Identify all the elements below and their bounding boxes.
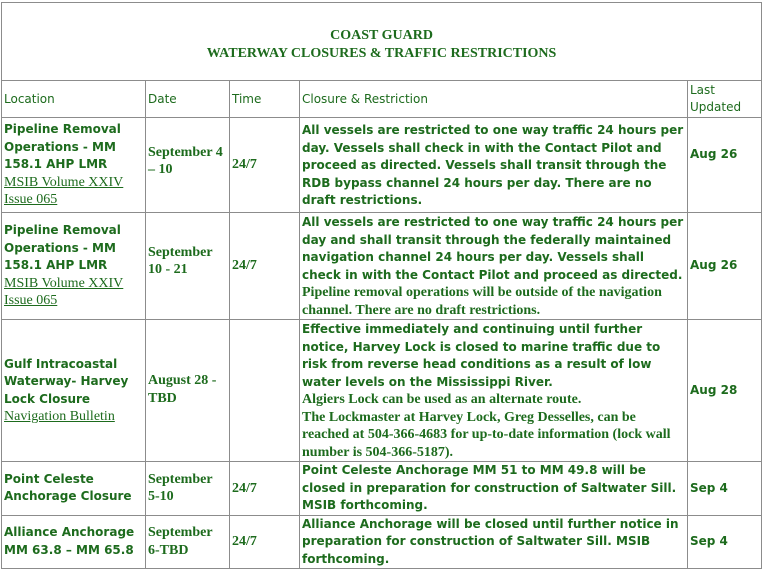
page-title xyxy=(2,3,762,81)
closures-page xyxy=(1,2,761,569)
location-cell: Point Celeste Anchorage Closure xyxy=(2,462,146,516)
closure-alternate-route: Algiers Lock can be used as an alternate route. xyxy=(302,392,582,407)
last-updated-cell: Sep 4 xyxy=(688,462,762,516)
last-updated-cell: Aug 28 xyxy=(688,320,762,462)
title-line-1: COAST GUARD xyxy=(330,27,433,43)
closure-cell xyxy=(300,118,688,213)
date-cell: September 4 – 10 xyxy=(146,118,230,213)
closures-table xyxy=(1,2,762,569)
time-cell: 24/7 xyxy=(230,213,300,320)
msib-link[interactable]: MSIB Volume XXIV Issue 065 xyxy=(4,174,124,208)
title-line-2: WATERWAY CLOSURES & TRAFFIC RESTRICTIONS xyxy=(206,45,557,61)
last-updated-cell: Sep 4 xyxy=(688,515,762,569)
date-cell: September 6-TBD xyxy=(146,515,230,569)
table-row xyxy=(2,462,762,516)
table-row xyxy=(2,118,762,213)
closure-text: Effective immediately and continuing until further notice, Harvey Lock is closed to marine traffic due to risk from reverse head conditions as a result of low water levels on the Mississippi River. xyxy=(302,322,661,389)
location-text: Pipeline Removal Operations - MM 158.1 AHP LMR xyxy=(4,122,121,172)
closure-text: All vessels are restricted to one way traffic 24 hours per day. Vessels shall check in with the Contact Pilot and proceed as directed. Vessels shall transit through the RDB bypass channel 24 hours per day. There are no draft restrictions. xyxy=(302,123,684,208)
location-cell xyxy=(2,118,146,213)
closure-contact: The Lockmaster at Harvey Lock, Greg Desselles, can be reached at 504-366-4683 for up-to-date information (lock wall number is 504-366-5187). xyxy=(302,409,671,460)
closure-cell xyxy=(300,213,688,320)
closure-note: Pipeline removal operations will be outside of the navigation channel. There are no draft restrictions. xyxy=(302,285,662,318)
navigation-bulletin-link[interactable]: Navigation Bulletin xyxy=(4,409,115,424)
header-last-updated: Last Updated xyxy=(688,81,762,118)
time-cell: 24/7 xyxy=(230,462,300,516)
location-cell xyxy=(2,320,146,462)
table-row xyxy=(2,213,762,320)
date-cell: August 28 - TBD xyxy=(146,320,230,462)
date-cell: September 10 - 21 xyxy=(146,213,230,320)
last-updated-cell: Aug 26 xyxy=(688,213,762,320)
last-updated-cell: Aug 26 xyxy=(688,118,762,213)
closure-cell xyxy=(300,320,688,462)
location-text: Gulf Intracoastal Waterway- Harvey Lock Closure xyxy=(4,356,129,406)
closure-cell: Alliance Anchorage will be closed until further notice in preparation for construction of Saltwater Sill. MSIB forthcoming. xyxy=(300,515,688,569)
closure-text: All vessels are restricted to one way traffic 24 hours per day and shall transit through the federally maintained navigation channel 24 hours per day. Vessels shall check in with the Contact Pilot and proceed as directed. xyxy=(302,215,684,282)
closure-cell: Point Celeste Anchorage MM 51 to MM 49.8 will be closed in preparation for construction of Saltwater Sill. MSIB forthcoming. xyxy=(300,462,688,516)
header-closure: Closure & Restriction xyxy=(300,81,688,118)
table-row xyxy=(2,515,762,569)
time-cell: 24/7 xyxy=(230,515,300,569)
location-cell xyxy=(2,213,146,320)
header-row xyxy=(2,81,762,118)
header-date: Date xyxy=(146,81,230,118)
time-cell xyxy=(230,320,300,462)
header-location: Location xyxy=(2,81,146,118)
location-cell: Alliance Anchorage MM 63.8 – MM 65.8 xyxy=(2,515,146,569)
date-cell: September 5-10 xyxy=(146,462,230,516)
time-cell: 24/7 xyxy=(230,118,300,213)
title-row xyxy=(2,3,762,81)
location-text: Pipeline Removal Operations - MM 158.1 AHP LMR xyxy=(4,223,121,273)
msib-link[interactable]: MSIB Volume XXIV Issue 065 xyxy=(4,275,124,309)
header-time: Time xyxy=(230,81,300,118)
table-row xyxy=(2,320,762,462)
